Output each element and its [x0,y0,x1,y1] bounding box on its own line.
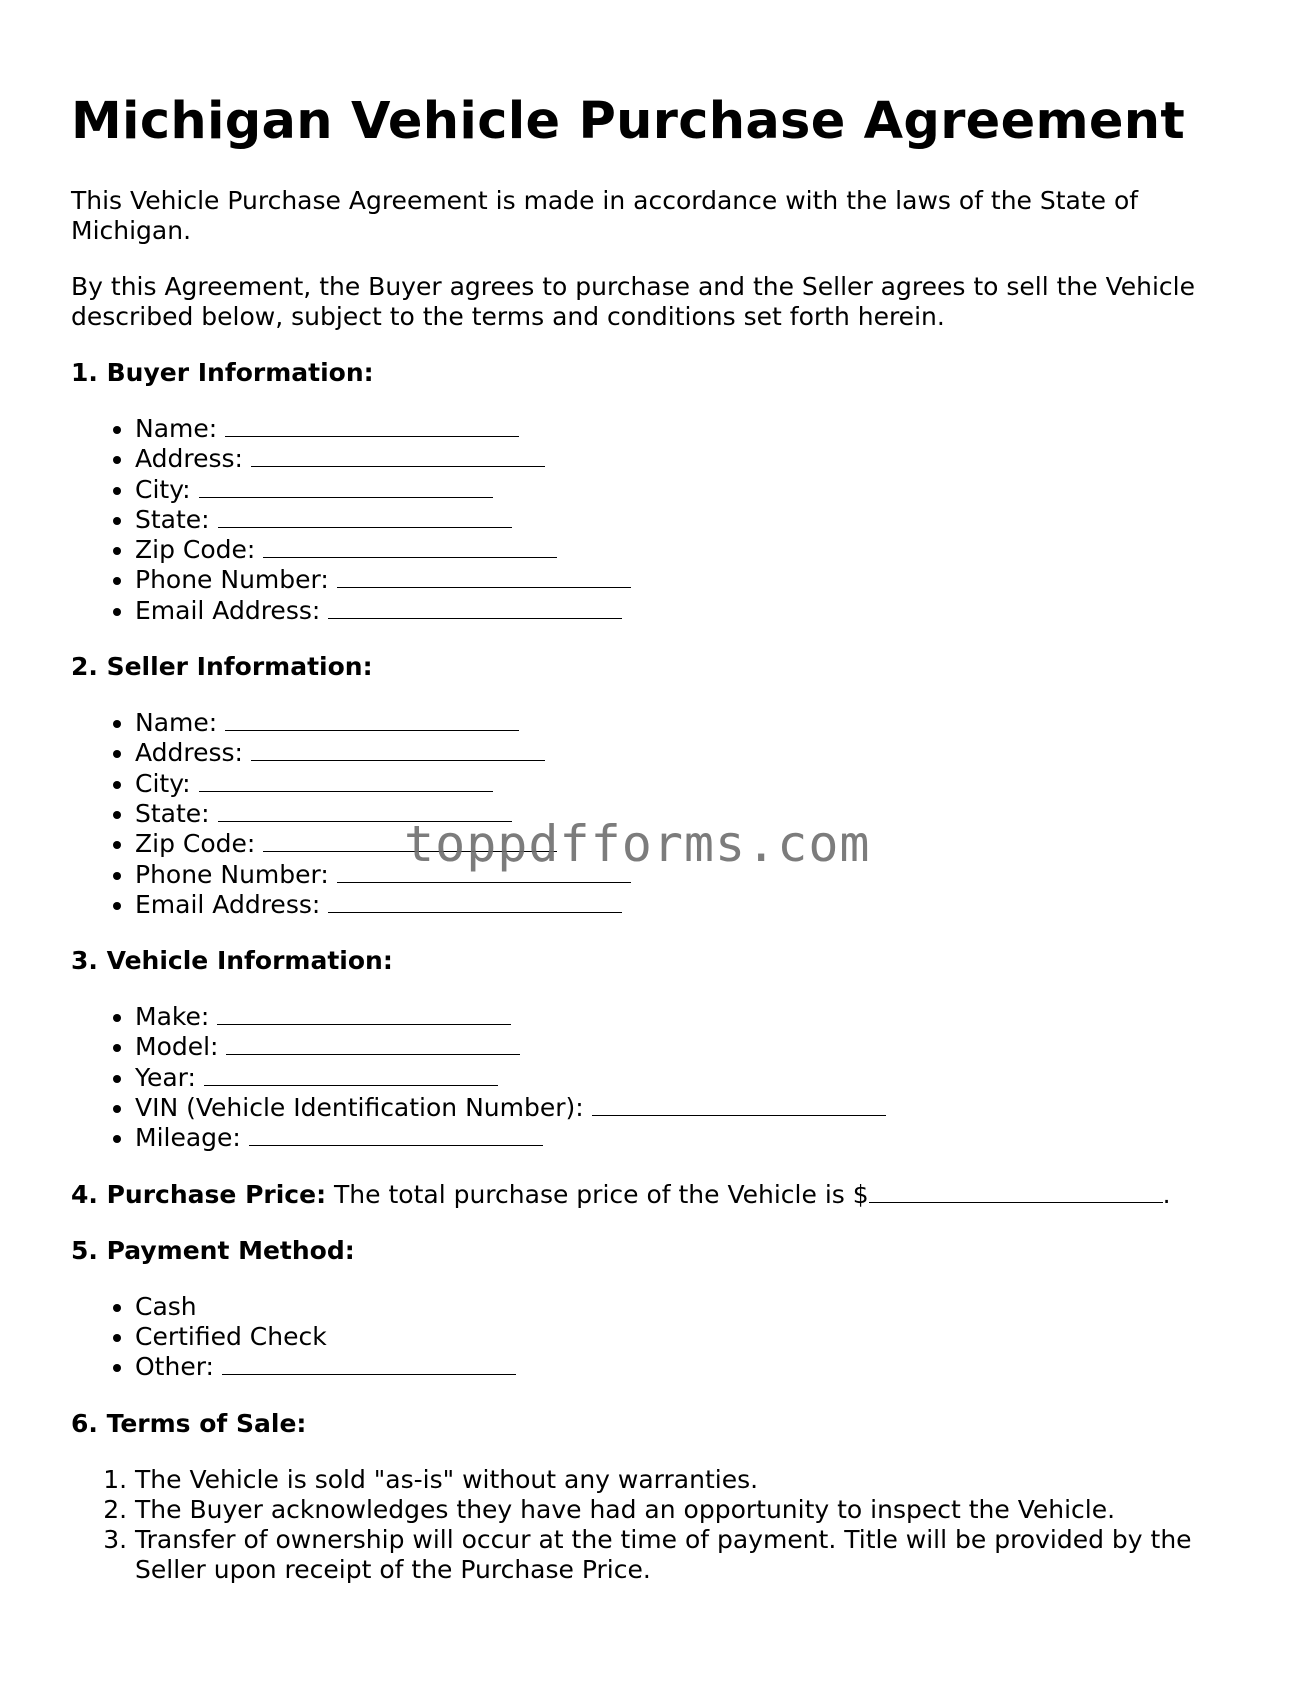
payment-section-heading: 5. Payment Method: [71,1235,355,1265]
vehicle-model-field[interactable] [226,1032,520,1055]
list-item [135,890,1241,920]
buyer-state-label: State: [135,504,210,534]
list-item [135,596,1241,626]
buyer-state-field[interactable] [218,505,512,528]
document-page [71,0,1241,1586]
purchase-price-period: . [1162,1179,1171,1209]
list-item [135,535,1241,565]
intro-paragraph-1: This Vehicle Purchase Agreement is made in accordance with the laws of the State of Michigan. [71,186,1139,245]
seller-phone-field[interactable] [337,860,631,883]
list-item [135,565,1241,595]
payment-other-field[interactable] [222,1352,516,1375]
buyer-name-field[interactable] [225,414,519,437]
list-item [135,475,1241,505]
vehicle-vin-label: VIN (Vehicle Identification Number): [135,1093,584,1123]
buyer-address-label: Address: [135,444,243,474]
buyer-fields-list [71,414,1241,626]
seller-state-field[interactable] [218,799,512,822]
seller-city-label: City: [135,768,191,798]
vehicle-vin-field[interactable] [592,1093,886,1116]
list-item: 3. Transfer of ownership will occur at the time of payment. Title will be provided by the Seller upon receipt of the Purchase Price. [135,1525,1241,1586]
payment-cash-option: Cash [135,1291,197,1321]
buyer-phone-field[interactable] [337,565,631,588]
purchase-price-field[interactable] [869,1180,1163,1203]
vehicle-year-label: Year: [135,1062,196,1092]
seller-address-field[interactable] [251,738,545,761]
list-item [135,505,1241,535]
list-item: 1. The Vehicle is sold "as-is" without any warranties. [135,1465,1241,1495]
vehicle-section-heading: 3. Vehicle Information: [71,946,393,976]
seller-city-field[interactable] [199,769,493,792]
vehicle-make-field[interactable] [217,1002,511,1025]
list-item [135,829,1241,859]
purchase-price-text: The total purchase price of the Vehicle is $ [334,1179,869,1209]
buyer-city-field[interactable] [199,475,493,498]
seller-name-field[interactable] [225,708,519,731]
seller-state-label: State: [135,798,210,828]
terms-list [71,1465,1241,1586]
list-item: 2. The Buyer acknowledges they have had an opportunity to inspect the Vehicle. [135,1495,1241,1525]
vehicle-year-field[interactable] [204,1063,498,1086]
list-item [135,414,1241,444]
list-item [135,860,1241,890]
watermark-text: toppdfforms.com [404,815,871,873]
vehicle-model-label: Model: [135,1032,219,1062]
list-item [135,1123,1241,1153]
seller-phone-label: Phone Number: [135,859,329,889]
buyer-phone-label: Phone Number: [135,565,329,595]
buyer-address-field[interactable] [251,444,545,467]
seller-address-label: Address: [135,738,243,768]
list-item [135,1032,1241,1062]
buyer-zip-label: Zip Code: [135,535,256,565]
page-title: Michigan Vehicle Purchase Agreement [71,92,1186,151]
buyer-city-label: City: [135,474,191,504]
payment-options-list [71,1292,1241,1383]
seller-zip-label: Zip Code: [135,829,256,859]
vehicle-make-label: Make: [135,1002,210,1032]
list-item [135,708,1241,738]
list-item [135,1093,1241,1123]
vehicle-mileage-field[interactable] [249,1123,543,1146]
buyer-section-heading: 1. Buyer Information: [71,358,374,387]
list-item [135,799,1241,829]
purchase-price-heading: 4. Purchase Price: [71,1179,327,1209]
seller-fields-list [71,708,1241,920]
list-item [135,1002,1241,1032]
intro-paragraph-2: By this Agreement, the Buyer agrees to purchase and the Seller agrees to sell the Vehicle described below, subject to the terms and conditions set forth herein. [71,272,1195,331]
seller-section-heading: 2. Seller Information: [71,652,373,682]
seller-email-label: Email Address: [135,889,321,919]
buyer-name-label: Name: [135,414,218,443]
purchase-price-section [71,1180,1241,1210]
seller-name-label: Name: [135,708,218,738]
buyer-zip-field[interactable] [263,535,557,558]
terms-section-heading: 6. Terms of Sale: [71,1408,307,1438]
list-item [135,444,1241,474]
list-item [135,1322,1241,1352]
buyer-email-field[interactable] [328,596,622,619]
list-item [135,769,1241,799]
list-item [135,1352,1241,1382]
list-item [135,1063,1241,1093]
buyer-email-label: Email Address: [135,595,321,625]
vehicle-fields-list [71,1002,1241,1153]
seller-email-field[interactable] [328,890,622,913]
seller-zip-field[interactable] [263,829,557,852]
list-item [135,1292,1241,1322]
list-item [135,738,1241,768]
vehicle-mileage-label: Mileage: [135,1123,241,1153]
payment-certified-check-option: Certified Check [135,1321,327,1351]
payment-other-label: Other: [135,1352,214,1382]
